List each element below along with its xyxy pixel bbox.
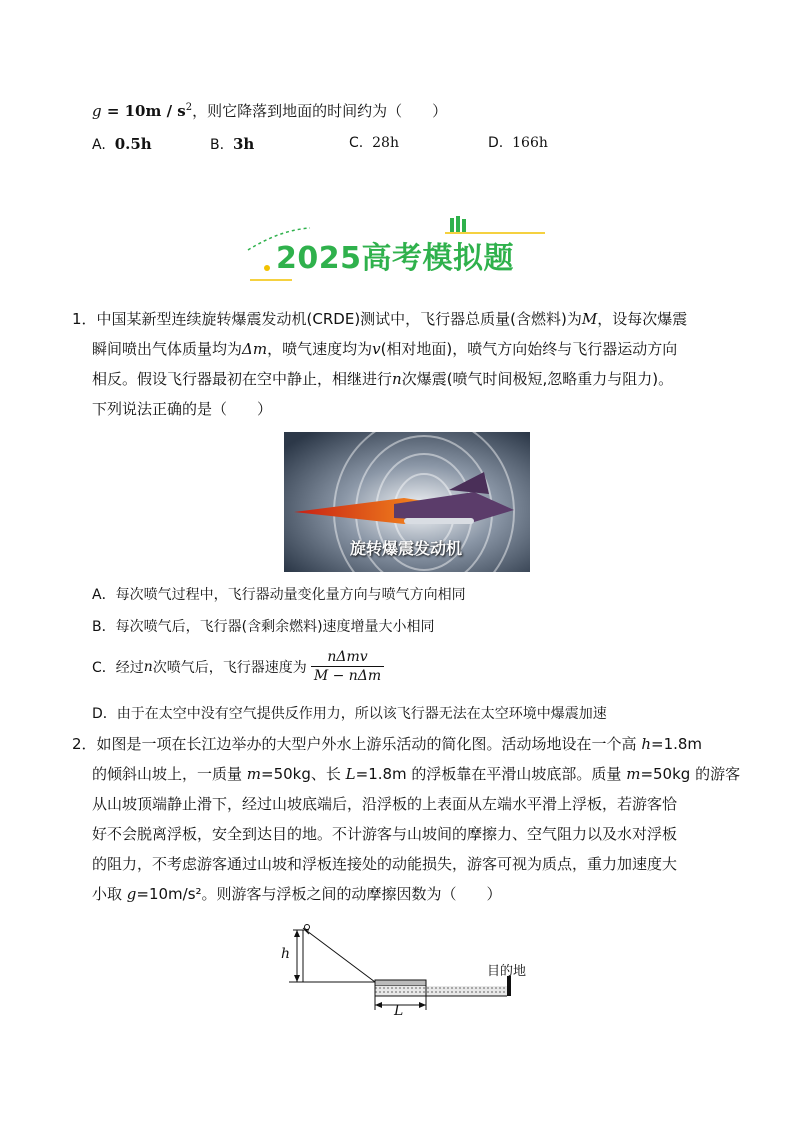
image-caption: 旋转爆震发动机 bbox=[350, 539, 463, 558]
float-board bbox=[375, 980, 426, 986]
books-icon bbox=[450, 216, 466, 232]
q1-text: 中国某新型连续旋转爆震发动机(CRDE)测试中，飞行器总质量(含燃料)为 bbox=[96, 310, 582, 328]
slope-line bbox=[303, 928, 375, 982]
var-g: g bbox=[126, 885, 137, 903]
q2-text: 小取 bbox=[92, 885, 127, 903]
q1-text: 次爆震(喷气时间极短,忽略重力与阻力)。 bbox=[401, 370, 674, 388]
var-h: h bbox=[641, 735, 651, 753]
option-text: 166h bbox=[512, 135, 548, 151]
q1-text: ，喷气速度均为 bbox=[267, 340, 373, 358]
q1-option-b[interactable]: B．每次喷气后，飞行器(含剩余燃料)速度增量大小相同 bbox=[92, 619, 435, 635]
q1-text: (相对地面)，喷气方向始终与飞行器运动方向 bbox=[380, 340, 678, 358]
q2-line4: 好不会脱离浮板，安全到达目的地。不计游客与山坡间的摩擦力、空气阻力以及水对浮板 bbox=[92, 825, 678, 843]
option-letter: C. bbox=[349, 135, 364, 151]
var-n: n bbox=[392, 370, 402, 388]
q1-line1 bbox=[72, 309, 687, 329]
banner-title: 2025高考模拟题 bbox=[276, 241, 514, 276]
dot-icon bbox=[264, 265, 270, 271]
prev-question-line bbox=[92, 98, 447, 121]
label-h: h bbox=[281, 946, 291, 962]
option-letter: A. bbox=[92, 137, 106, 153]
var-n: n bbox=[143, 658, 153, 675]
q1-option-c[interactable] bbox=[92, 648, 384, 685]
q1-line4: 下列说法正确的是（ ） bbox=[92, 400, 273, 418]
q2-line5: 的阻力，不考虑游客通过山坡和浮板连接处的动能损失，游客可视为质点，重力加速度大 bbox=[92, 855, 678, 873]
question-number: 1． bbox=[72, 310, 97, 328]
q2-line1 bbox=[72, 734, 702, 754]
q2-text: =50kg、长 bbox=[261, 765, 346, 783]
q1-text: ，设每次爆震 bbox=[597, 310, 688, 328]
question-number: 2． bbox=[72, 735, 97, 753]
superscript: 2 bbox=[185, 102, 193, 113]
option-d[interactable] bbox=[488, 135, 548, 151]
option-c[interactable] bbox=[349, 135, 399, 151]
option-text: 28h bbox=[372, 135, 399, 151]
option-letter: B. bbox=[210, 137, 225, 153]
q1-line3 bbox=[92, 369, 673, 389]
option-b[interactable] bbox=[210, 135, 254, 153]
option-text: 次喷气后，飞行器速度为 bbox=[152, 659, 307, 676]
option-text: C．经过 bbox=[92, 659, 144, 676]
var-m: m bbox=[626, 765, 641, 783]
var-M: M bbox=[581, 310, 598, 328]
destination-post bbox=[507, 976, 511, 996]
label-destination: 目的地 bbox=[487, 964, 527, 979]
question-text: ，则它降落到地面的时间约为（ ） bbox=[192, 102, 448, 120]
option-text: 0.5h bbox=[114, 135, 152, 153]
q2-line6 bbox=[92, 884, 502, 904]
q1-line2 bbox=[92, 339, 677, 359]
var-g: g bbox=[92, 102, 102, 120]
var-m: m bbox=[246, 765, 262, 783]
q1-text: 瞬间喷出气体质量均为 bbox=[92, 340, 243, 358]
var-dm: Δm bbox=[242, 340, 268, 358]
q2-text: 如图是一项在长江边举办的大型户外水上游乐活动的简化图。活动场地设在一个高 bbox=[96, 735, 642, 753]
q2-text: =1.8m 的浮板靠在平滑山坡底部。质量 bbox=[355, 765, 627, 783]
crde-image bbox=[284, 432, 530, 572]
q2-text: =10m/s²。则游客与浮板之间的动摩擦因数为（ ） bbox=[136, 885, 502, 903]
q2-text: 的倾斜山坡上，一质量 bbox=[92, 765, 247, 783]
fraction bbox=[311, 648, 384, 685]
q1-option-a[interactable]: A．每次喷气过程中，飞行器动量变化量方向与喷气方向相同 bbox=[92, 587, 466, 603]
q2-text: =1.8m bbox=[651, 735, 703, 753]
q2-line2 bbox=[92, 764, 740, 784]
var-v: v bbox=[372, 340, 381, 358]
q1-option-d[interactable]: D．由于在太空中没有空气提供反作用力，所以该飞行器无法在太空环境中爆震加速 bbox=[92, 706, 607, 722]
q2-text: =50kg 的游客 bbox=[640, 765, 741, 783]
label-L: L bbox=[394, 1003, 404, 1019]
equation-text: = 10m / s bbox=[101, 102, 186, 120]
fraction-denominator: M − nΔm bbox=[313, 668, 382, 684]
option-text: 3h bbox=[232, 135, 255, 153]
var-L: L bbox=[345, 765, 356, 783]
option-a[interactable] bbox=[92, 135, 152, 153]
person-icon bbox=[305, 925, 310, 930]
fraction-numerator: nΔmv bbox=[311, 648, 384, 667]
q1-text: 相反。假设飞行器最初在空中静止，相继进行 bbox=[92, 370, 393, 388]
q2-line3: 从山坡顶端静止滑下，经过山坡底端后，沿浮板的上表面从左端水平滑上浮板，若游客恰 bbox=[92, 795, 678, 813]
option-letter: D. bbox=[488, 135, 504, 151]
